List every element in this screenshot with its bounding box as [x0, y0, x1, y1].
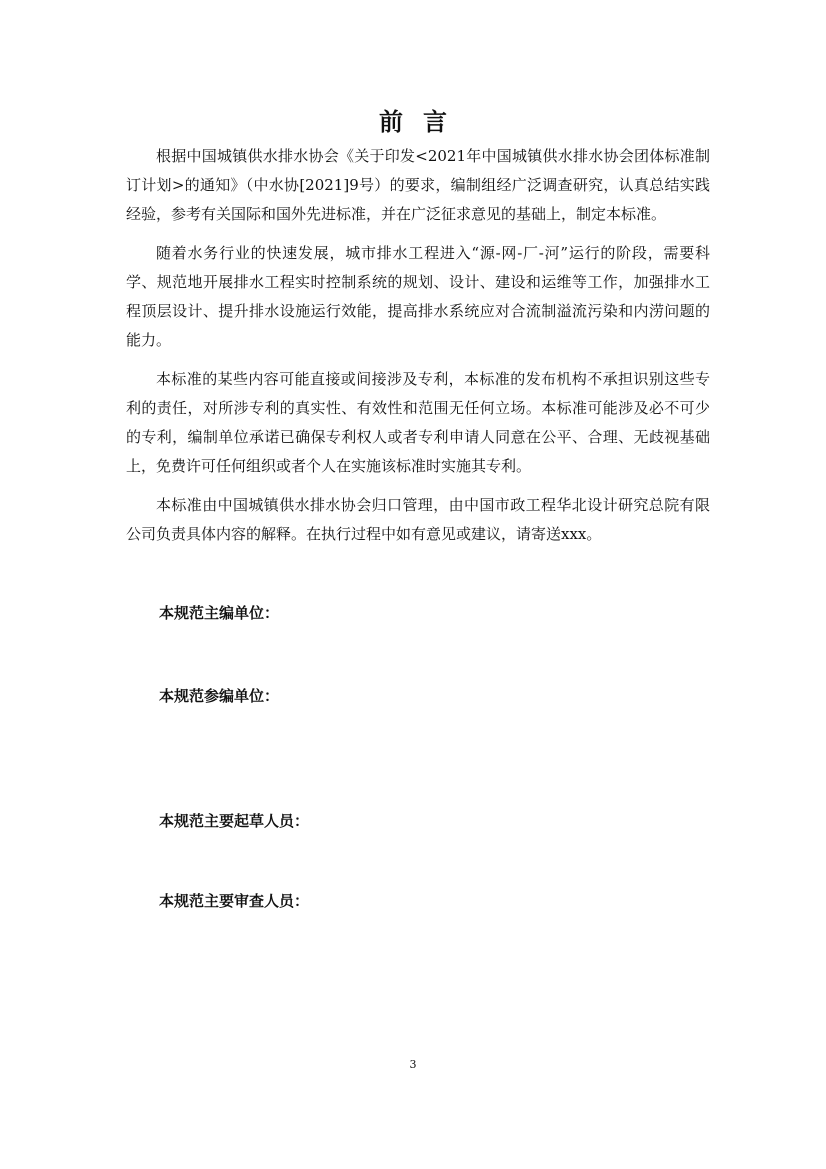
main-drafters-heading: 本规范主要起草人员： — [159, 812, 310, 830]
participating-unit-heading: 本规范参编单位： — [159, 687, 280, 705]
paragraph-background: 随着水务行业的快速发展，城市排水工程进入“源-网-厂-河”运行的阶段，需要科学、规范地开展排水工程实时控制系统的规划、设计、建设和运维等工作，加强排水工程顶层设计、提升排水设施运行效能，提高排水系统应对合流制溢流污染和内涝问题的能力。 — [126, 244, 710, 349]
main-reviewers-heading: 本规范主要审查人员： — [159, 892, 310, 910]
page-number: 3 — [409, 1058, 417, 1071]
preface-body — [126, 142, 710, 559]
paragraph-patent: 本标准的某些内容可能直接或间接涉及专利，本标准的发布机构不承担识别这些专利的责任，对所涉专利的真实性、有效性和范围无任何立场。本标准可能涉及必不可少的专利，编制单位承诺已确保专利权人或者专利申请人同意在公平、合理、无歧视基础上，免费许可任何组织或者个人在实施该标准时实施其专利。 — [126, 370, 710, 475]
paragraph-basis: 根据中国城镇供水排水协会《关于印发<2021年中国城镇供水排水协会团体标准制订计划>的通知》（中水协[2021]9号）的要求，编制组经广泛调查研究，认真总结实践经验，参考有关国际和国外先进标准，并在广泛征求意见的基础上，制定本标准。 — [126, 147, 710, 223]
page-title: 前言 — [379, 108, 467, 136]
chief-editor-unit-heading: 本规范主编单位： — [159, 604, 280, 622]
paragraph-administration: 本标准由中国城镇供水排水协会归口管理，由中国市政工程华北设计研究总院有限公司负责具体内容的解释。在执行过程中如有意见或建议，请寄送xxx。 — [126, 496, 710, 543]
